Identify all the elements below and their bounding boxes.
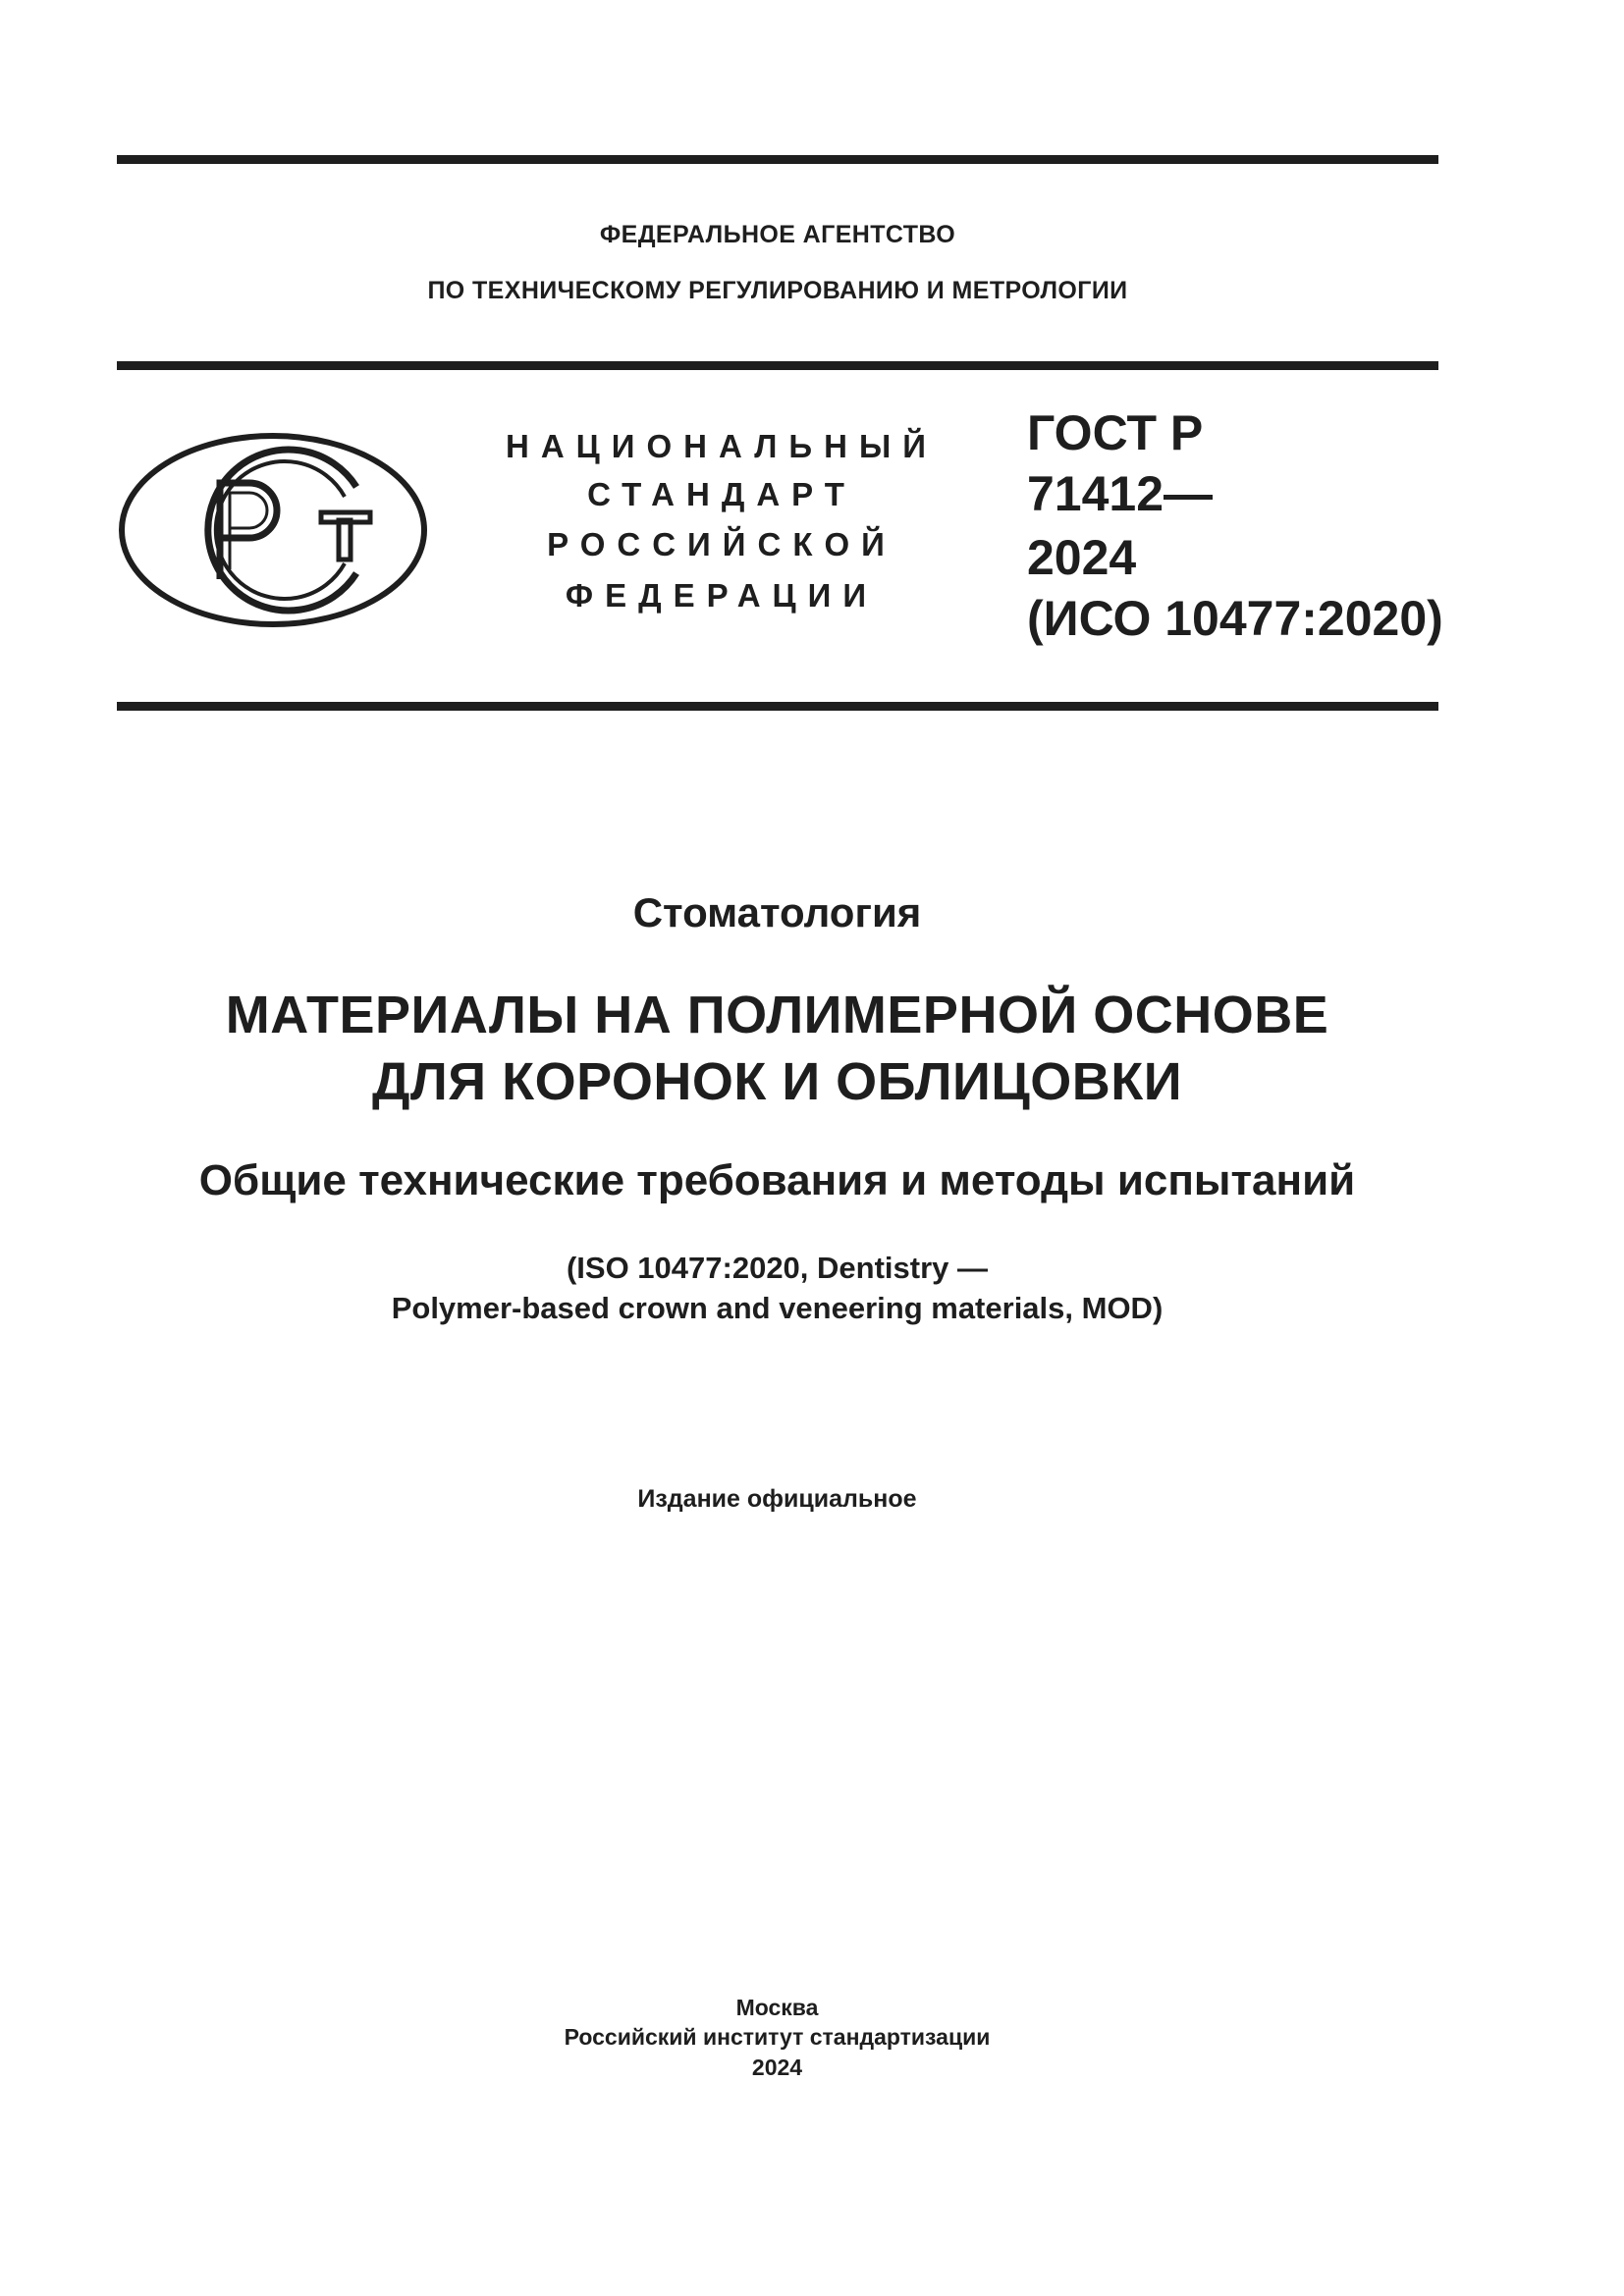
publisher-name: Российский институт стандартизации — [564, 2024, 991, 2050]
header-divider-rule — [117, 361, 1438, 370]
top-rule — [117, 155, 1438, 164]
rst-conformity-mark-icon — [117, 432, 429, 628]
header-bottom-rule — [117, 702, 1438, 711]
standard-type-line-4: ФЕДЕРАЦИИ — [565, 577, 879, 614]
iso-reference-line-1: (ISO 10477:2020, Dentistry — — [566, 1251, 989, 1285]
iso-reference-line-2: Polymer-based crown and veneering materials, MOD) — [391, 1291, 1164, 1325]
designation-line-3: 2024 — [1027, 530, 1137, 585]
designation-line-1: ГОСТ Р — [1027, 405, 1204, 460]
designation-line-2: 71412— — [1027, 466, 1214, 521]
main-title-line-2: ДЛЯ КОРОНОК И ОБЛИЦОВКИ — [371, 1052, 1183, 1111]
publisher-city: Москва — [735, 1995, 819, 2020]
agency-name-line-1: ФЕДЕРАЛЬНОЕ АГЕНТСТВО — [599, 221, 956, 248]
standard-type-line-3: РОССИЙСКОЙ — [547, 526, 896, 562]
standard-type-line-2: СТАНДАРТ — [587, 476, 856, 512]
agency-name-line-2: ПО ТЕХНИЧЕСКОМУ РЕГУЛИРОВАНИЮ И МЕТРОЛОГИИ — [427, 277, 1128, 304]
domain-title: Стоматология — [632, 889, 922, 935]
main-title-line-1: МАТЕРИАЛЫ НА ПОЛИМЕРНОЙ ОСНОВЕ — [225, 986, 1329, 1044]
edition-note: Издание официальное — [637, 1485, 917, 1513]
publisher-year: 2024 — [751, 2055, 803, 2080]
designation-line-4: (ИСО 10477:2020) — [1027, 591, 1443, 646]
subtitle: Общие технические требования и методы испытаний — [198, 1156, 1356, 1204]
standard-type-line-1: НАЦИОНАЛЬНЫЙ — [506, 428, 938, 464]
